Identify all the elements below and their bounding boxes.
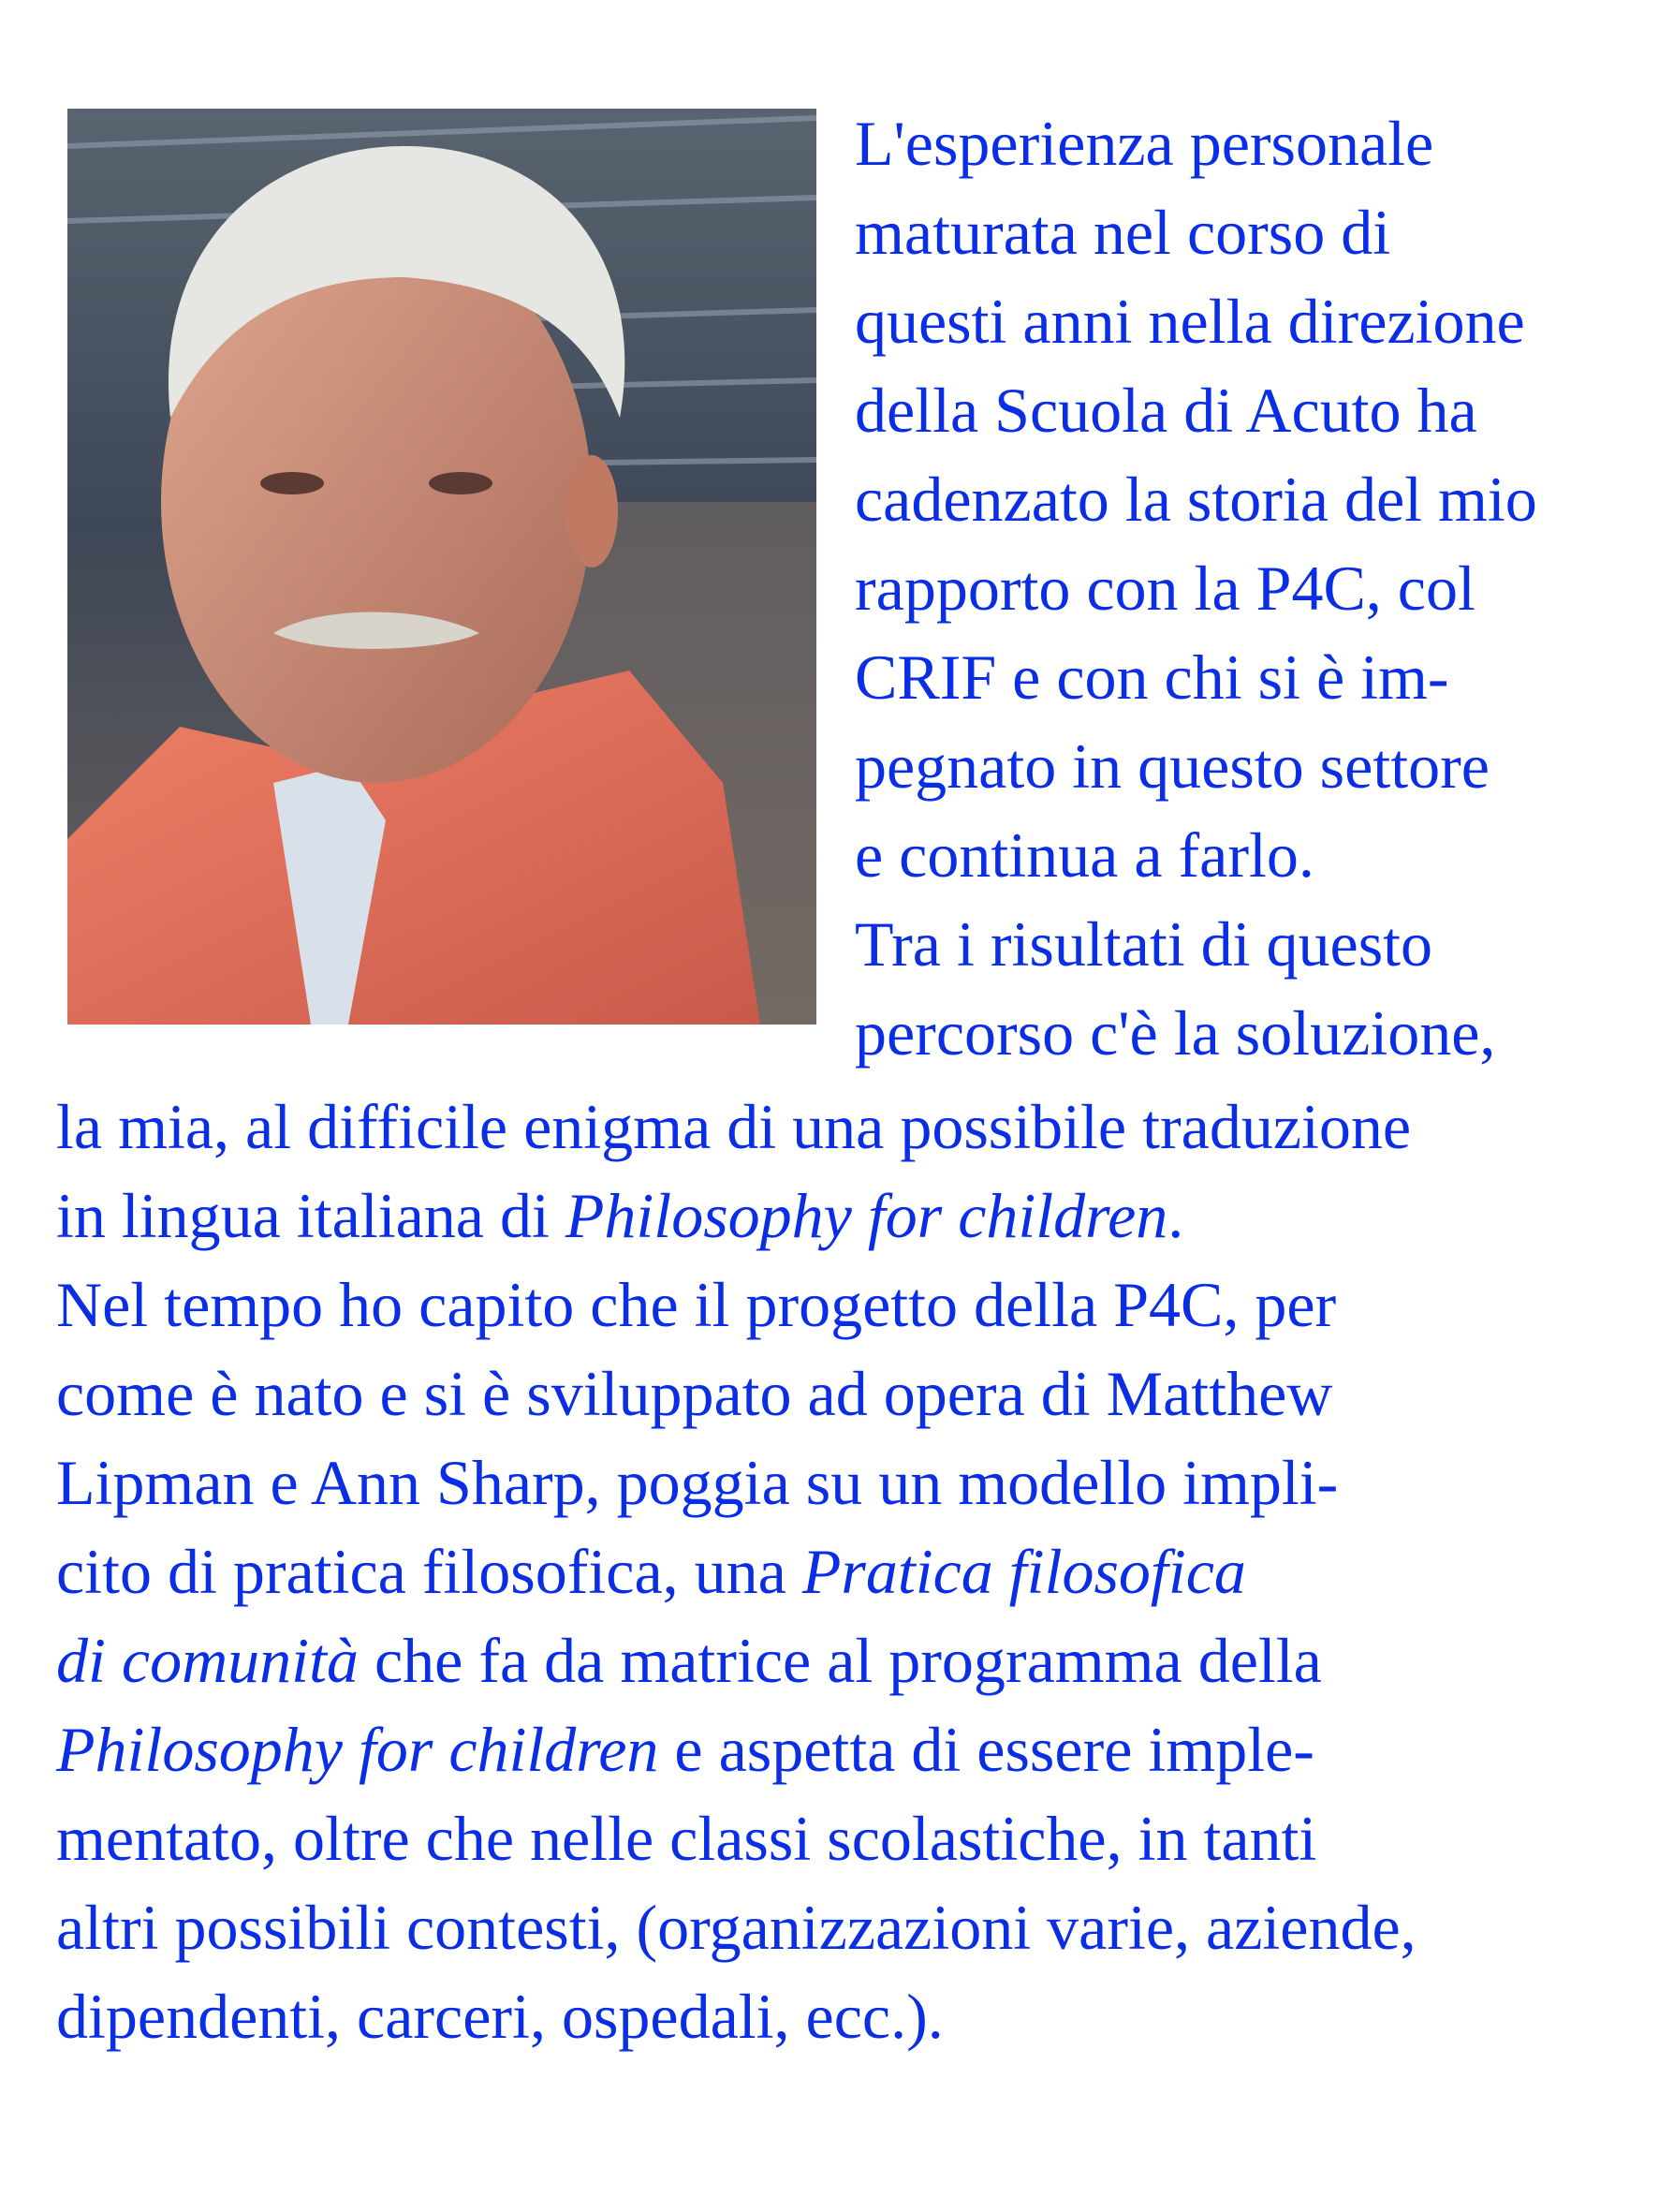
text-line: Nel tempo ho capito che il progetto della P4C, per — [56, 1269, 1337, 1340]
text-line: dipendenti, carceri, ospedali, ecc.). — [56, 1981, 944, 2052]
emphasis: Pratica filosofica — [801, 1536, 1246, 1607]
text-line: maturata nel corso di — [855, 197, 1391, 268]
emphasis: di comunità — [56, 1625, 359, 1696]
text-line — [56, 1625, 1322, 1696]
text-span: in lingua italiana di — [56, 1180, 565, 1251]
text-line: questi anni nella direzione — [855, 286, 1525, 357]
text-line: rapporto con la P4C, col — [855, 553, 1475, 624]
text-line: e continua a farlo. — [855, 819, 1314, 891]
text-line: altri possibili contesti, (organizzazioni varie, aziende, — [56, 1892, 1417, 1963]
text-line: Tra i risultati di questo — [855, 908, 1433, 980]
text-line: cadenzato la storia del mio — [855, 464, 1537, 535]
text-line — [56, 1180, 1184, 1251]
text-line: Lipman e Ann Sharp, poggia su un modello impli- — [56, 1447, 1339, 1518]
text-line: pegnato in questo settore — [855, 730, 1490, 802]
book-title: Philosophy for children — [56, 1714, 659, 1785]
portrait-photo — [67, 109, 816, 1025]
text-line: la mia, al difficile enigma di una possibile traduzione — [56, 1091, 1412, 1162]
text-line: della Scuola di Acuto ha — [855, 375, 1477, 446]
text-span: che fa da matrice al programma della — [358, 1625, 1322, 1696]
text-line: percorso c'è la soluzione, — [855, 997, 1496, 1069]
text-span: . — [1167, 1180, 1184, 1251]
book-title: Philosophy for children — [565, 1180, 1168, 1251]
text-span: e aspetta di essere imple- — [658, 1714, 1314, 1785]
text-line: L'esperienza personale — [855, 108, 1434, 179]
portrait-photo-icon — [67, 109, 816, 1025]
text-line: come è nato e si è sviluppato ad opera di Matthew — [56, 1358, 1333, 1429]
text-span: cito di pratica filosofica, una — [56, 1536, 802, 1607]
text-line — [56, 1714, 1314, 1785]
text-line: CRIF e con chi si è im- — [855, 641, 1449, 713]
text-line: mentato, oltre che nelle classi scolastiche, in tanti — [56, 1803, 1317, 1874]
text-line — [56, 1536, 1246, 1607]
